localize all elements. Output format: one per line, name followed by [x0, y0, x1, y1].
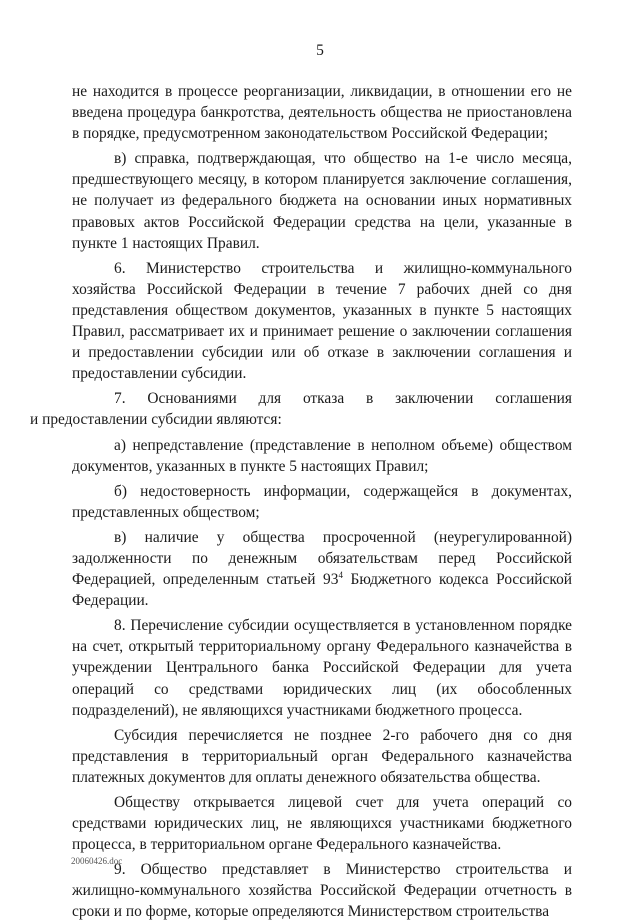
footer-filename: 20060426.doc — [71, 856, 123, 866]
paragraph-item-v-certificate: в) справка, подтверждающая, что общество на 1-е число месяца, предшествующего месяцу, в котором планируется заключение соглашения, не получает из федерального бюджета на основании иных нормативных правовых актов Российской Федерации средства на цели, указанные в пункте 1 настоящих Правил. — [72, 150, 572, 252]
paragraph-item-b: б) недостоверность информации, содержащейся в документах, представленных обществом; — [72, 482, 572, 521]
article-superscript: 4 — [338, 570, 343, 581]
paragraph-clause-7-line2: и предоставлении субсидии являются: — [30, 411, 282, 429]
paragraph-item-v-debt-text: в) наличие у общества просроченной (неурегулированной) задолженности по денежным обязательствам перед Российской Федерацией, определенным статьей 93 — [72, 528, 572, 589]
paragraph-clause-8: 8. Перечисление субсидии осуществляется в установленном порядке на счет, открытый территориальному органу Федерального казначейства в учреждении Центрального банка Российской Федерации для учета операций со средствами юридических лиц (их обособленных подразделений), не являющихся участниками бюджетного процесса. — [72, 617, 572, 719]
paragraph-item-a: а) непредставление (представление в неполном объеме) обществом документов, указанных в пункте 5 настоящих Правил; — [72, 436, 572, 475]
paragraph-subsidy-transfer: Субсидия перечисляется не позднее 2-го рабочего дня со дня представления в территориальный орган Федерального казначейства платежных документов для оплаты денежного обязательства общества. — [72, 726, 572, 786]
paragraph-personal-account: Обществу открывается лицевой счет для учета операций со средствами юридических лиц, не являющихся участниками бюджетного процесса, в территориальном органе Федерального казначейства. — [72, 794, 572, 854]
paragraph-item-v-debt-tail: Бюджетного кодекса Российской Федерации. — [72, 571, 572, 610]
paragraph-continuation: не находится в процессе реорганизации, ликвидации, в отношении его не введена процедура банкротства, деятельность общества не приостановлена в порядке, предусмотренном законодательством Российской Федерации; — [72, 83, 572, 143]
paragraph-clause-7 — [30, 388, 572, 430]
page-number: 5 — [316, 42, 324, 59]
paragraph-clause-9: 9. Общество представляет в Министерство строительства и жилищно-коммунального хозяйства Российской Федерации отчетность в сроки и по форме, которые определяются Министерством строительства — [72, 861, 572, 921]
document-body — [30, 81, 572, 923]
paragraph-clause-7-line1: 7. Основаниями для отказа в заключении соглашения — [114, 390, 572, 408]
paragraph-clause-6: 6. Министерство строительства и жилищно-коммунального хозяйства Российской Федерации в течение 7 рабочих дней со дня представления обществом документов, указанных в пункте 5 настоящих Правил, рассматривает их и принимает решение о заключении соглашения и предоставлении субсидии или об отказе в заключении соглашения и предоставлении субсидии. — [72, 259, 572, 383]
paragraph-item-v-debt — [72, 527, 572, 611]
